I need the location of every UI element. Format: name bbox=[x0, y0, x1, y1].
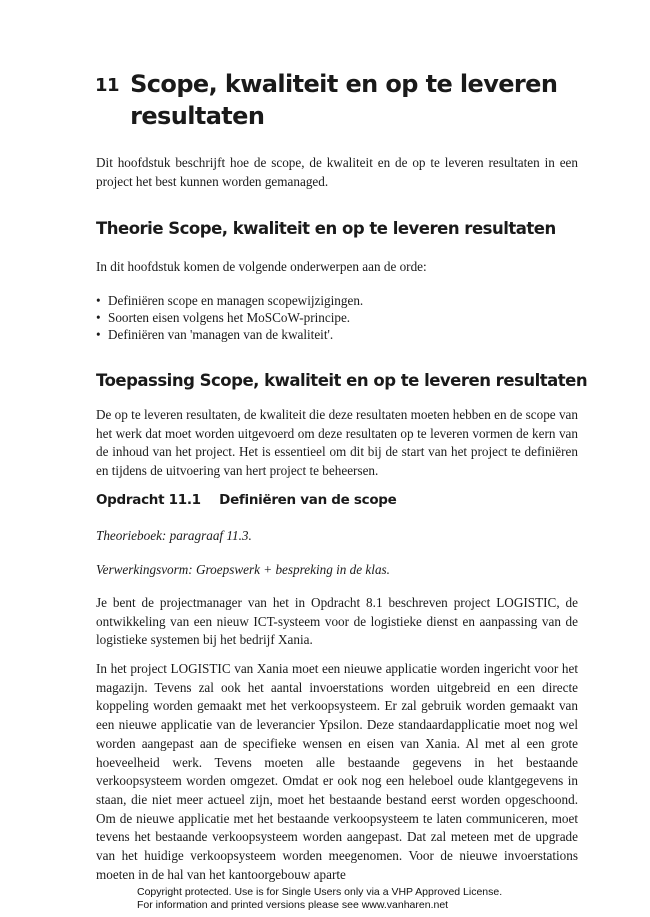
application-paragraph: De op te leveren resultaten, de kwaliteit die deze resultaten moeten hebben en de scope van het werk dat moet worden uitgevoerd om deze resultaten op te leveren vormen de kern van de inhoud van het project. Het is essentieel om dit bij de start van het project te definiëren en tijdens de uitvoering van hert project te beheersen. bbox=[96, 407, 578, 479]
assignment-paragraph-2: In het project LOGISTIC van Xania moet een nieuwe applicatie worden ingericht voor het magazijn. Tevens zal ook het aantal invoerstations worden uitgebreid en een directe koppeling worden gemaakt met het verkoopsysteem. Er zal gebruik worden gemaakt van een nieuwe applicatie van de leverancier Ypsilon. Deze standaardapplicatie moet nog wel worden aangepast aan de specifieke wensen en eisen van Xania. Al met al een grote hoeveelheid werk. Tevens moeten alle bestaande gegevens in het bestaande verkoopsysteem worden omgezet. Omdat er ook nog een heleboel oude klantgegevens in staan, die niet meer actueel zijn, moet het bestaande bestand eerst worden opgeschoond. Om de nieuwe applicatie met het bestaande verkoopsysteem te laten communiceren, moet tevens het bestaande verkoopsysteem worden aangepast. Dat zal meteen met de upgrade van het huidige verkoopsysteem worden meegenomen. Voor de nieuwe invoerstations moeten in de hal van het kantoorgebouw aparte bbox=[96, 661, 578, 882]
list-item-text: Definiëren scope en managen scopewijzigingen. bbox=[108, 293, 364, 308]
copyright-line: Copyright protected. Use is for Single Users only via a VHP Approved License. bbox=[137, 886, 503, 898]
assignment-paragraph-1: Je bent de projectmanager van het in Opdracht 8.1 beschreven project LOGISTIC, de ontwikkeling van een nieuw ICT-systeem voor de logistieke dienst en aanpassing van de logistieke systemen bij het bedrijf Xania. bbox=[96, 595, 578, 648]
theory-reference: Theorieboek: paragraaf 11.3. bbox=[96, 528, 252, 543]
theory-topic-list bbox=[96, 292, 578, 343]
list-item bbox=[96, 292, 578, 309]
assignment-number: 11.1 bbox=[168, 492, 201, 508]
theory-heading: Theorie Scope, kwaliteit en op te leveren resultaten bbox=[96, 219, 556, 238]
list-item bbox=[96, 309, 578, 326]
bullet-icon: • bbox=[96, 327, 101, 342]
chapter-number: 11 bbox=[95, 75, 120, 96]
chapter-intro: Dit hoofdstuk beschrijft hoe de scope, de kwaliteit en de op te leveren resultaten in een project het best kunnen worden gemanaged. bbox=[96, 155, 578, 189]
chapter-heading bbox=[95, 68, 595, 132]
work-form: Verwerkingsvorm: Groepswerk + bespreking in de klas. bbox=[96, 562, 390, 577]
bullet-icon: • bbox=[96, 293, 101, 308]
application-heading: Toepassing Scope, kwaliteit en op te leveren resultaten bbox=[96, 371, 588, 390]
chapter-title: Scope, kwaliteit en op te leveren resultaten bbox=[130, 70, 558, 130]
assignment-label: Opdracht bbox=[96, 492, 165, 508]
copyright-footer bbox=[137, 886, 617, 912]
list-item bbox=[96, 326, 578, 343]
info-line: For information and printed versions please see www.vanharen.net bbox=[137, 899, 449, 911]
assignment-heading bbox=[96, 492, 596, 508]
theory-intro: In dit hoofdstuk komen de volgende onderwerpen aan de orde: bbox=[96, 259, 427, 274]
bullet-icon: • bbox=[96, 310, 101, 325]
list-item-text: Soorten eisen volgens het MoSCoW-principe. bbox=[108, 310, 351, 325]
assignment-title: Definiëren van de scope bbox=[219, 492, 397, 508]
list-item-text: Definiëren van 'managen van de kwaliteit'. bbox=[108, 327, 334, 342]
